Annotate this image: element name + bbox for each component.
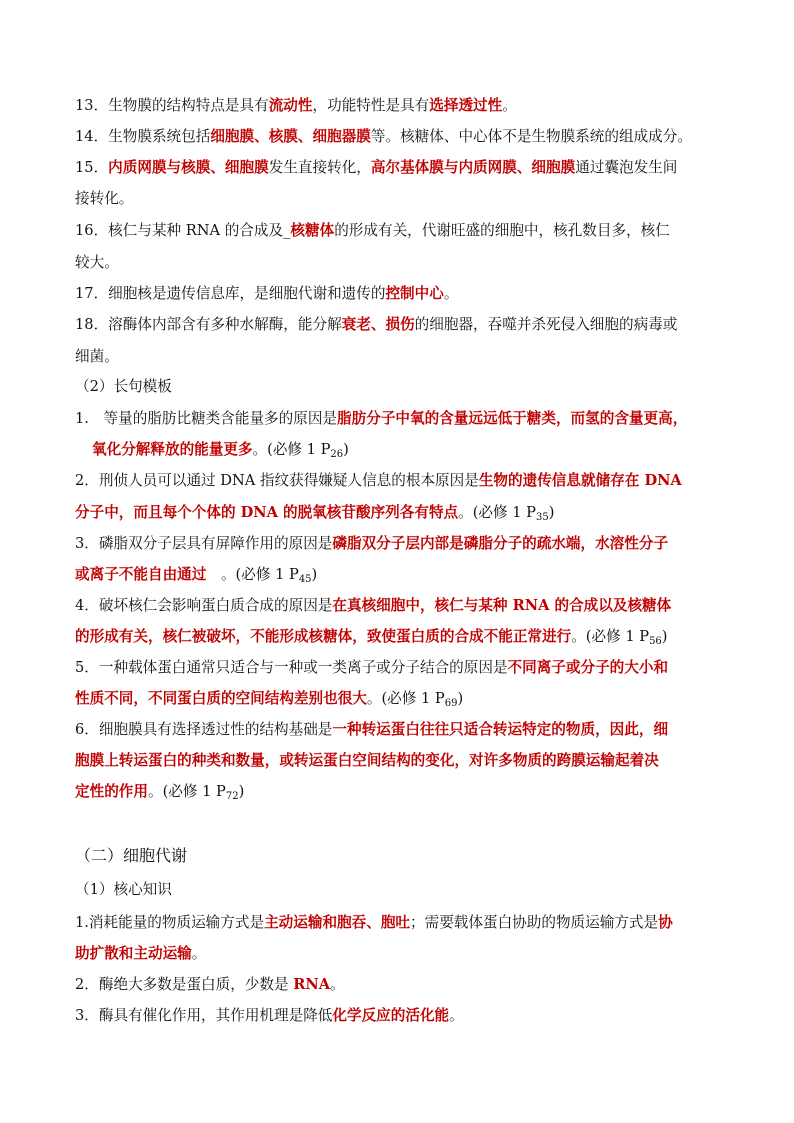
body-text: )	[548, 504, 555, 521]
body-text: 。(必修 1 P	[252, 441, 331, 458]
body-text: 2．酶绝大多数是蛋白质，少数是	[75, 976, 294, 993]
long-6-line3	[75, 782, 244, 802]
long-4-line1	[75, 596, 671, 616]
page-ref-subscript: 72	[225, 791, 239, 802]
body-text: 18．溶酶体内部含有多种水解酶，能分解	[75, 316, 342, 333]
body-text: 15．	[75, 159, 109, 176]
core-1-line2	[75, 944, 206, 964]
page-ref-subscript: 35	[536, 512, 549, 523]
highlight-text: 分子中，而且每个个体的 DNA 的脱氧核苷酸序列各有特点	[75, 504, 459, 521]
core-2	[75, 975, 345, 995]
highlight-text: 胞膜上转运蛋白的种类和数量，或转运蛋白空间结构的变化，对许多物质的跨膜运输起着决	[75, 752, 659, 769]
body-text: )	[343, 441, 349, 458]
body-text: 。	[449, 1007, 464, 1024]
item-17	[75, 284, 458, 304]
core-3	[75, 1006, 464, 1026]
body-text: )	[457, 690, 464, 707]
subhead-core-knowledge	[75, 880, 172, 900]
body-text: （2）长句模板	[75, 378, 172, 395]
long-5-line1	[75, 658, 668, 678]
subhead-long-sentence	[75, 377, 172, 397]
item-13	[75, 96, 517, 116]
body-text: 6．细胞膜具有选择透过性的结构基础是	[75, 721, 333, 738]
highlight-text: 生物的遗传信息就储存在 DNA	[478, 472, 682, 489]
highlight-text: 细胞膜、核膜、细胞器膜	[210, 128, 371, 145]
highlight-text: 选择透过性	[429, 97, 503, 114]
page-ref-subscript: 26	[330, 449, 344, 460]
highlight-text: 脂肪分子中氧的含量远远低于糖类，而氢的含量更高，	[337, 410, 688, 427]
body-text: 。(必修 1 P	[206, 566, 299, 583]
body-text: 。(必修 1 P	[458, 504, 536, 521]
page-ref-subscript: 69	[444, 698, 458, 709]
long-6-line2	[75, 751, 659, 771]
highlight-text: 内质网膜与核膜、细胞膜	[108, 159, 269, 176]
long-6-line1	[75, 720, 668, 740]
body-text: ；需要载体蛋白协助的物质运输方式是	[410, 914, 659, 931]
highlight-text: 磷脂双分子层内部是磷脂分子的疏水端，水溶性分子	[332, 535, 669, 552]
highlight-text: 流动性	[268, 97, 313, 114]
body-text: 1. 等量的脂肪比糖类含能量多的原因是	[75, 410, 338, 427]
body-text: （1）核心知识	[75, 881, 172, 898]
body-text: 。	[502, 97, 517, 114]
section-heading-cell-metabolism	[75, 846, 187, 866]
core-1-line1	[75, 913, 673, 933]
highlight-text: 不同离子或分子的大小和	[507, 659, 669, 676]
highlight-text: 衰老、损伤	[341, 316, 415, 333]
body-text: 接转化。	[75, 190, 134, 207]
long-3-line1	[75, 534, 668, 554]
long-2-line1	[75, 471, 682, 491]
highlight-text: 化学反应的活化能	[332, 1007, 450, 1024]
body-text: 17．细胞核是遗传信息库，是细胞代谢和遗传的	[75, 285, 386, 302]
body-text: 等。核糖体、中心体不是生物膜系统的组成成分。	[370, 128, 692, 145]
item-16-line1	[75, 221, 670, 241]
body-text: 13．生物膜的结构特点是具有	[75, 97, 269, 114]
body-text: 的形成有关，代谢旺盛的细胞中，核孔数目多，核仁	[334, 222, 670, 239]
long-4-line2	[75, 627, 668, 647]
long-1-line1	[75, 409, 687, 429]
body-text: 。	[443, 285, 459, 302]
body-text: 3．酶具有催化作用，其作用机理是降低	[75, 1007, 333, 1024]
item-15-line1	[75, 158, 677, 178]
body-text: 5．一种载体蛋白通常只适合与一种或一类离子或分子结合的原因是	[75, 659, 508, 676]
body-text: 细菌。	[75, 348, 119, 365]
body-text: )	[238, 783, 245, 800]
highlight-text: 助扩散和主动运输	[75, 945, 192, 962]
long-5-line2	[75, 689, 463, 709]
long-2-line2	[75, 503, 554, 523]
long-1-line2	[92, 440, 349, 460]
item-18-line1	[75, 315, 677, 335]
highlight-text: 氧化分解释放的能量更多	[92, 441, 253, 458]
item-16-line2	[75, 253, 119, 273]
item-14	[75, 127, 692, 147]
body-text: 的细胞器，吞噬并杀死侵入细胞的病毒或	[414, 316, 678, 333]
body-text: ，功能特性是具有	[312, 97, 430, 114]
page-ref-subscript: 45	[298, 574, 312, 585]
highlight-text: RNA	[293, 976, 331, 993]
body-text: 发生直接转化，	[268, 159, 371, 176]
highlight-text: 一种转运蛋白往往只适合转运特定的物质，因此，细	[332, 721, 669, 738]
highlight-text: 主动运输和胞吞、胞吐	[264, 914, 411, 931]
item-18-line2	[75, 347, 119, 367]
body-text: 14．生物膜系统包括	[75, 128, 211, 145]
body-text: 。(必修 1 P	[147, 783, 226, 800]
highlight-text: 协	[658, 914, 673, 931]
highlight-text: 高尔基体膜与内质网膜、细胞膜	[370, 159, 576, 176]
body-text: 1.消耗能量的物质运输方式是	[75, 914, 265, 931]
body-text: 。	[191, 945, 207, 962]
body-text: 2．刑侦人员可以通过 DNA 指纹获得嫌疑人信息的根本原因是	[75, 472, 479, 489]
long-3-line2	[75, 565, 317, 585]
item-15-line2	[75, 189, 133, 209]
page-ref-subscript: 56	[649, 636, 662, 647]
highlight-text: 控制中心	[385, 285, 444, 302]
highlight-text: 定性的作用	[75, 783, 148, 800]
body-text: 3．磷脂双分子层具有屏障作用的原因是	[75, 535, 333, 552]
body-text: 。(必修 1 P	[571, 628, 650, 645]
body-text: 较大。	[75, 254, 119, 271]
body-text: )	[311, 566, 318, 583]
highlight-text: 在真核细胞中，核仁与某种 RNA 的合成以及核糖体	[332, 597, 672, 614]
body-text: 4．破坏核仁会影响蛋白质合成的原因是	[75, 597, 333, 614]
highlight-text: 核糖体	[290, 222, 335, 239]
highlight-text: 性质不同，不同蛋白质的空间结构差别也很大	[75, 690, 367, 707]
body-text: 通过囊泡发生间	[575, 159, 678, 176]
highlight-text: 的形成有关，核仁被破坏，不能形成核糖体，致使蛋白质的合成不能正常进行	[75, 628, 572, 645]
body-text: （二）细胞代谢	[75, 846, 188, 865]
body-text: 。	[330, 976, 345, 993]
highlight-text: 或离子不能自由通过	[75, 566, 207, 583]
body-text: )	[661, 628, 668, 645]
body-text: 。(必修 1 P	[366, 690, 445, 707]
body-text: 16．核仁与某种 RNA 的合成及_	[75, 222, 291, 239]
